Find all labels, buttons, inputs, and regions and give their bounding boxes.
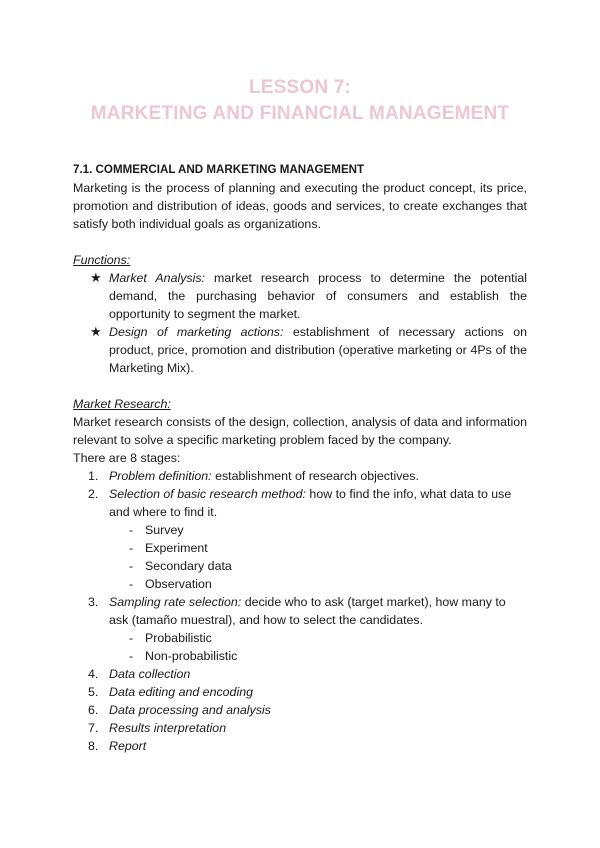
dash-bullet: - <box>129 649 134 663</box>
stage-item <box>73 683 527 701</box>
stage-term: Problem definition: <box>109 469 212 483</box>
function-text: market research process to determine the potential demand, the purchasing behavior of consumers and establish the opportunity to segment the market. <box>109 271 527 321</box>
stage-number: 7. <box>88 721 99 735</box>
functions-list <box>73 269 527 377</box>
stage-term: Data collection <box>109 667 191 681</box>
stage-item <box>73 467 527 485</box>
document-body <box>73 161 527 755</box>
dash-bullet: - <box>129 541 134 555</box>
market-research-heading: Market Research: <box>73 397 171 411</box>
stage-number: 2. <box>88 487 99 501</box>
stage-text: how to find the info, what data to use and where to find it. <box>109 487 512 519</box>
sub-item: - Survey <box>129 523 184 537</box>
stages-list <box>73 467 527 755</box>
dash-bullet: - <box>129 559 134 573</box>
lesson-title-line1: LESSON 7: <box>248 77 352 98</box>
stage-term: Results interpretation <box>109 721 227 735</box>
sub-item: - Observation <box>129 577 212 591</box>
sampling-sublist <box>109 629 527 665</box>
stage-item <box>73 719 527 737</box>
stage-item <box>73 593 527 665</box>
dash-bullet: - <box>129 631 134 645</box>
sub-item: - Non-probabilistic <box>129 649 238 663</box>
star-bullet-icon: ★ <box>90 270 102 285</box>
stage-item <box>73 701 527 719</box>
section-heading: 7.1. COMMERCIAL AND MARKETING MANAGEMENT <box>73 163 365 176</box>
stage-item <box>73 737 527 755</box>
sub-item: - Secondary data <box>129 559 232 573</box>
method-sublist <box>109 521 527 593</box>
lesson-title <box>0 75 600 127</box>
function-item <box>73 269 527 323</box>
lesson-title-line2: MARKETING AND FINANCIAL MANAGEMENT <box>90 103 510 124</box>
dash-bullet: - <box>129 577 134 591</box>
stage-term: Sampling rate selection: <box>109 595 242 609</box>
dash-bullet: - <box>129 523 134 537</box>
function-text: establishment of necessary actions on product, price, promotion and distribution (operative marketing or 4Ps of the Marketing Mix). <box>109 325 527 375</box>
stage-text: establishment of research objectives. <box>211 469 419 483</box>
stage-number: 3. <box>88 595 99 609</box>
function-item <box>73 323 527 377</box>
stage-term: Selection of basic research method: <box>109 487 306 501</box>
market-research-definition: Market research consists of the design, collection, analysis of data and information relevant to solve a specific marketing problem faced by the company. <box>73 415 527 447</box>
stages-intro: There are 8 stages: <box>73 451 181 465</box>
stage-item <box>73 485 527 593</box>
stage-text: decide who to ask (target market), how many to ask (tamaño muestral), and how to select the candidates. <box>109 595 506 627</box>
sub-item: - Experiment <box>129 541 208 555</box>
stage-term: Data processing and analysis <box>109 703 271 717</box>
functions-heading: Functions: <box>73 253 131 267</box>
stage-number: 4. <box>88 667 99 681</box>
stage-number: 6. <box>88 703 99 717</box>
function-term: Market Analysis: <box>109 271 205 285</box>
stage-number: 5. <box>88 685 99 699</box>
stage-item <box>73 665 527 683</box>
stage-number: 8. <box>88 739 99 753</box>
star-bullet-icon: ★ <box>90 324 102 339</box>
stage-term: Report <box>109 739 147 753</box>
stage-number: 1. <box>88 469 99 483</box>
marketing-definition: Marketing is the process of planning and executing the product concept, its price, promotion and distribution of ideas, goods and services, to create exchanges that satisfy both individual goals as organizations. <box>73 181 527 231</box>
stage-term: Data editing and encoding <box>109 685 253 699</box>
function-term: Design of marketing actions: <box>109 325 284 339</box>
sub-item: - Probabilistic <box>129 631 212 645</box>
